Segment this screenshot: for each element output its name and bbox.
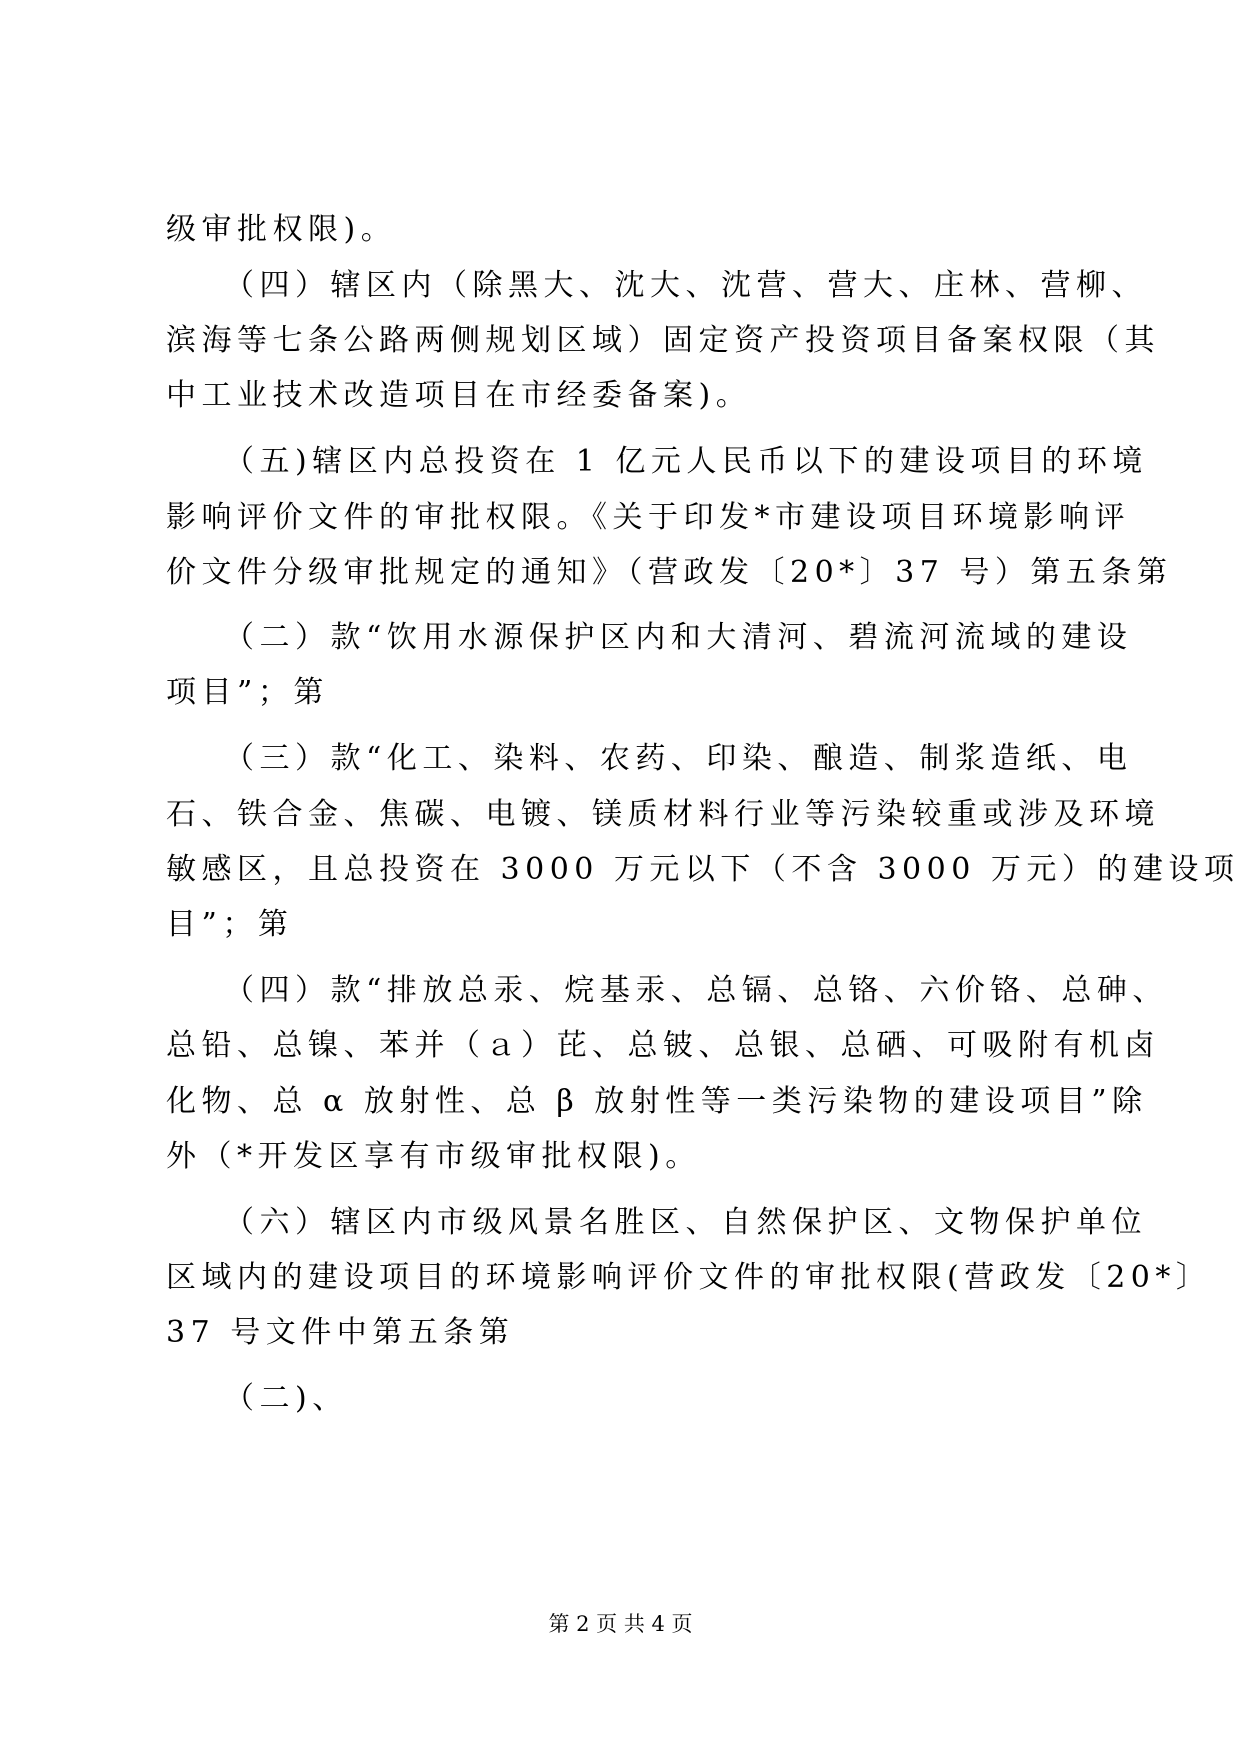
text-line: 影响评价文件的审批权限。《关于印发*市建设项目环境影响评: [166, 500, 1130, 535]
text-line: 敏感区，且总投资在 3000 万元以下（不含 3000 万元）的建设项: [166, 852, 1240, 887]
text-line: 外（*开发区享有市级审批权限)。: [166, 1139, 701, 1174]
text-line: 级审批权限)。: [166, 212, 397, 247]
text-line: （三）款“化工、染料、农药、印染、酿造、制浆造纸、电: [224, 741, 1133, 776]
text-line: 化物、总 α 放射性、总 β 放射性等一类污染物的建设项目”除: [166, 1084, 1148, 1119]
text-line: （五)辖区内总投资在 1 亿元人民币以下的建设项目的环境: [224, 444, 1148, 479]
text-line: （四）辖区内（除黑大、沈大、沈营、营大、庄林、营柳、: [224, 268, 1147, 303]
text-line: 石、铁合金、焦碳、电镀、镁质材料行业等污染较重或涉及环境: [166, 797, 1160, 832]
text-line: 价文件分级审批规定的通知》（营政发〔20*〕37 号）第五条第: [166, 555, 1173, 590]
text-line: 项目”；第: [166, 675, 329, 710]
text-line: 中工业技术改造项目在市经委备案)。: [166, 378, 752, 413]
page-number-footer: 第 2 页 共 4 页: [548, 1612, 693, 1636]
text-line: 区域内的建设项目的环境影响评价文件的审批权限(营政发〔20*〕: [166, 1260, 1212, 1295]
text-line: （二）款“饮用水源保护区内和大清河、碧流河流域的建设: [224, 620, 1133, 655]
text-line: 37 号文件中第五条第: [166, 1315, 515, 1350]
text-line: 总铅、总镍、苯并（ａ）芘、总铍、总银、总硒、可吸附有机卤: [166, 1028, 1160, 1063]
text-line: （二)、: [224, 1381, 348, 1416]
text-line: （四）款“排放总汞、烷基汞、总镉、总铬、六价铬、总砷、: [224, 973, 1168, 1008]
text-line: 目”；第: [166, 907, 294, 942]
text-line: （六）辖区内市级风景名胜区、自然保护区、文物保护单位: [224, 1205, 1147, 1240]
text-line: 滨海等七条公路两侧规划区域）固定资产投资项目备案权限（其: [166, 323, 1160, 358]
